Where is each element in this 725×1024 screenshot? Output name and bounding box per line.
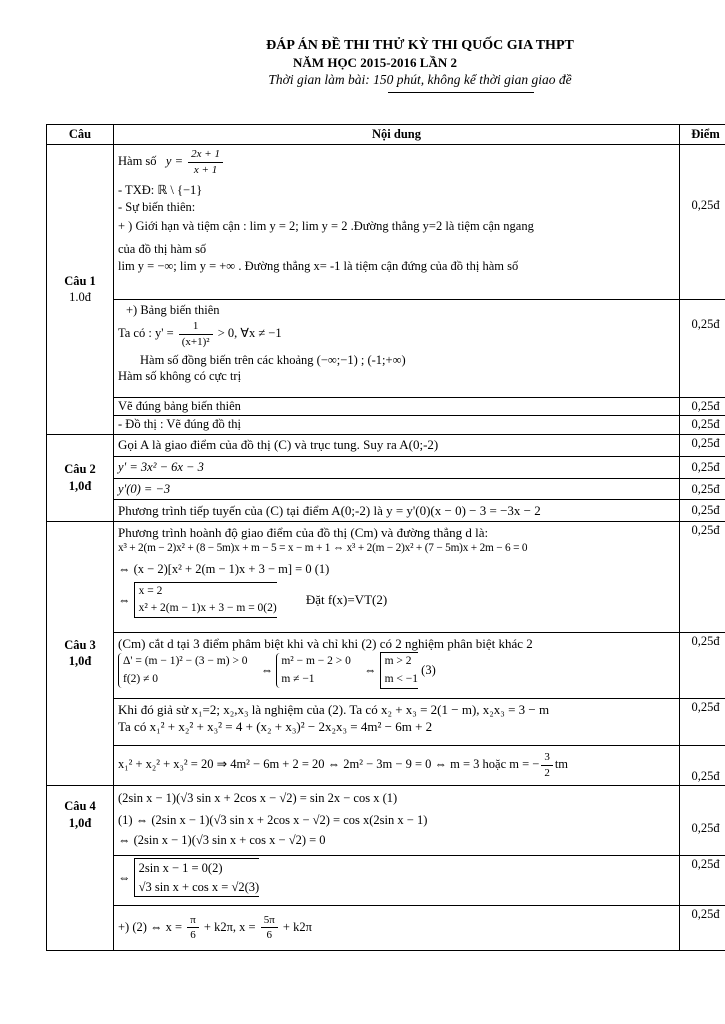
q3-row4-content: [114, 745, 680, 785]
q3-text: Đặt f(x)=VT(2): [305, 592, 388, 608]
q4-text: +) (2) ⇔ x =: [118, 919, 183, 934]
q3-text: x = 2: [138, 584, 163, 597]
q3-r2-points: 0,25đ: [680, 632, 725, 698]
table-row: [47, 415, 725, 434]
q4-frac-num: π: [187, 913, 199, 929]
q4-frac-den: 6: [190, 929, 196, 942]
q3-text: f(2) ≠ 0: [123, 672, 159, 685]
table-row: [47, 698, 725, 745]
answer-table: [46, 124, 725, 951]
q1-frac-num: 2x + 1: [188, 147, 223, 163]
table-row: [47, 905, 725, 950]
q1-text: của đồ thị hàm số: [118, 242, 207, 257]
q3-text: m² − m − 2 > 0: [281, 655, 351, 668]
q3-row1-content: Phương trình hoành độ giao điểm của đồ thị (Cm) và đường thẳng d là: x³ + 2(m − 2)x² + (8 − 5m)x + m − 5 = x − m + 1 ⇔ x³ + 2(m − 2)x² + (7 − 5m)x + 2m − 6 = 0 ⇔ (x − 2)[x² + 2(m − 1)x + 3 − m] = 0 (1) ⇔ x = 2 x² + 2(m − 1)x + 3 − m = 0(2) Đặt f(x)=VT(2): [114, 521, 680, 632]
table-row: [47, 300, 725, 398]
q1-frac-den: x + 1: [193, 163, 218, 176]
q3-r3-points: 0,25đ: [680, 698, 725, 745]
q3-brace-b: [276, 653, 351, 688]
q3-text: x³ + 2(m − 2)x² + (8 − 5m)x + m − 5 = x − m + 1 ⇔ x³ + 2(m − 2)x² + (7 − 5m)x + 2m − 6 = 0: [118, 542, 528, 555]
q4-text: (1) ⇔ (2sin x − 1)(√3 sin x + 2cos x − √2) = cos x(2sin x − 1): [118, 812, 428, 827]
time-note: Thời gian làm bài: 150 phút, không kể thời gian giao đề: [268, 72, 572, 87]
header-underline: [388, 92, 534, 93]
q1-r3-points: 0,25đ: [680, 398, 725, 416]
q3-text: x₁² + x₂² + x₃² = 20 ⇒ 4m² − 6m + 2 = 20 ⇔ 2m² − 3m − 9 = 0 ⇔ m = 3 hoặc m = −: [118, 757, 540, 772]
q1-text: Hàm số không có cực trị: [118, 369, 242, 384]
q4-label: Câu 4: [64, 798, 96, 813]
q3-frac-num: 3: [541, 750, 553, 766]
q3-text: Phương trình hoành độ giao điểm của đồ thị (Cm) và đường thẳng d là:: [118, 524, 489, 540]
q2-r2-points: 0,25đ: [680, 456, 725, 478]
table-row: [47, 434, 725, 456]
q1-label: Câu 1: [64, 273, 96, 288]
q1-row2-content: [114, 300, 680, 398]
table-row: [47, 632, 725, 698]
table-row: [47, 398, 725, 416]
q1-r1-points: 0,25đ: [680, 145, 725, 300]
q1-text: - Sự biến thiên:: [118, 199, 196, 214]
q1-text: lim y = −∞; lim y = +∞ . Đường thẳng x= -1 là tiệm cận đứng của đồ thị hàm số: [118, 259, 519, 274]
q3-score: 1,0đ: [68, 654, 92, 669]
q4-text: ⇔ (2sin x − 1)(√3 sin x + cos x − √2) = 0: [118, 832, 326, 847]
q2-score: 1,0đ: [68, 478, 92, 493]
header-content: Nội dung: [114, 125, 680, 145]
q4-text: 2sin x − 1 = 0(2): [138, 860, 223, 875]
q3-row2-content: (Cm) cắt d tại 3 điểm phâm biệt khi và chỉ khi (2) có 2 nghiệm phân biệt khác 2 Δ' = (m − 1)² − (3 − m) > 0 f(2) ≠ 0 ⇔ m² − m − 2 > 0 m ≠ −1 ⇔ m > 2 m < −1 (3): [114, 632, 680, 698]
table-row: [47, 785, 725, 855]
q3-label: Câu 3: [64, 637, 96, 652]
q3-row3-content: [114, 698, 680, 745]
table-row: [47, 456, 725, 478]
q4-text: + k2π: [282, 919, 312, 934]
q3-text: x² + 2(m − 1)x + 3 − m = 0(2): [138, 601, 277, 614]
q1-text: Ta có : y' =: [118, 326, 174, 341]
q4-score: 1,0đ: [68, 815, 92, 830]
q1-text: > 0, ∀x ≠ −1: [217, 326, 282, 341]
q3-r1-points: 0,25đ: [680, 521, 725, 632]
q4-r3-points: 0,25đ: [680, 905, 725, 950]
header-cau: Câu: [47, 125, 114, 145]
table-row: [47, 499, 725, 521]
q3-r4-points: 0,25đ: [680, 745, 725, 785]
q1-score: 1.0đ: [69, 290, 91, 305]
q3-text: tm: [554, 757, 569, 772]
q3-label-cell: [47, 521, 114, 785]
q3-text: (3): [421, 663, 436, 678]
q1-row4-content: - Đồ thị : Vẽ đúng đồ thị: [114, 415, 680, 434]
q1-text: - TXĐ: ℝ \ {−1}: [118, 182, 203, 197]
q4-r2-points: 0,25đ: [680, 855, 725, 905]
q3-text: m ≠ −1: [281, 672, 315, 685]
q1-text: Hàm số đồng biến trên các khoảng (−∞;−1) ; (-1;+∞): [140, 352, 406, 367]
q1-frac-den: (x+1)²: [181, 335, 210, 348]
q3-frac-den: 2: [544, 766, 550, 779]
q2-label-cell: [47, 434, 114, 521]
q4-row2-content: ⇔ 2sin x − 1 = 0(2) √3 sin x + cos x = √2(3): [114, 855, 680, 905]
q4-text: (2sin x − 1)(√3 sin x + 2cos x − √2) = sin 2x − cos x (1): [118, 790, 398, 805]
table-row: [47, 521, 725, 632]
q1-text: Hàm số: [118, 154, 157, 169]
q3-system-bracket: [134, 582, 277, 619]
q1-r4-points: 0,25đ: [680, 415, 725, 434]
q3-bracket-c: [380, 652, 418, 689]
q3-text: ⇔ (x − 2)[x² + 2(m − 1)x + 3 − m] = 0 (1): [118, 561, 330, 576]
q2-row3-content: y'(0) = −3: [114, 478, 680, 499]
q2-row2-content: y' = 3x² − 6x − 3: [114, 456, 680, 478]
q4-row3-content: [114, 905, 680, 950]
q2-r3-points: 0,25đ: [680, 478, 725, 499]
q4-r1-points: 0,25đ: [680, 785, 725, 855]
q4-bracket: [134, 858, 260, 898]
q1-row3-content: Vẽ đúng bảng biến thiên: [114, 398, 680, 416]
q1-row1-content: Hàm số y = $\frac{2x + 1}{x + 1}$ - TXĐ: ℝ \ {−1} - Sự biến thiên: + ) Giới hạn và tiệm cận : lim y = 2; lim y = 2 .Đường thẳng y=2 là tiệm cận ngang của đồ thị hàm số lim y = −∞; lim y = +∞ . Đường thẳng x= -1 là tiệm cận đứng của đồ thị hàm số: [114, 145, 680, 300]
q3-text: Δ' = (m − 1)² − (3 − m) > 0: [123, 655, 248, 668]
q1-label-cell: [47, 145, 114, 435]
q2-row4-content: Phương trình tiếp tuyến của (C) tại điểm A(0;-2) là y = y'(0)(x − 0) − 3 = −3x − 2: [114, 499, 680, 521]
q3-text: Ta có x₁² + x₂² + x₃² = 4 + (x₂ + x₃)² − 2x₂x₃ = 4m² − 6m + 2: [118, 719, 433, 735]
q2-row1-content: Gọi A là giao điểm của đồ thị (C) và trục tung. Suy ra A(0;-2): [114, 434, 680, 456]
table-row: [47, 745, 725, 785]
q3-text: m > 2: [384, 655, 412, 668]
q1-frac-num: 1: [179, 319, 213, 335]
header-points: Điểm: [680, 125, 725, 145]
table-row: [47, 855, 725, 905]
q1-text: + ) Giới hạn và tiệm cận : lim y = 2; lim y = 2 .Đường thẳng y=2 là tiệm cận ngang: [118, 219, 534, 234]
table-row: [47, 478, 725, 499]
q3-text: (Cm) cắt d tại 3 điểm phâm biệt khi và chỉ khi (2) có 2 nghiệm phân biệt khác 2: [118, 635, 533, 651]
q4-text: + k2π, x =: [203, 919, 256, 934]
table-row: [47, 145, 725, 300]
q1-r2-points: 0,25đ: [680, 300, 725, 398]
q3-text: m < −1: [384, 672, 419, 685]
q3-brace-a: [118, 653, 248, 688]
q4-frac-num: 5π: [261, 913, 278, 929]
doc-title: ĐÁP ÁN ĐỀ THI THỬ KỲ THI QUỐC GIA THPT: [266, 38, 574, 53]
q2-r4-points: 0,25đ: [680, 499, 725, 521]
q4-text: √3 sin x + cos x = √2(3): [138, 879, 260, 894]
q2-label: Câu 2: [64, 462, 96, 476]
q3-text: Khi đó giả sử x₁=2; x₂,x₃ là nghiệm của (2). Ta có x₂ + x₃ = 2(1 − m), x₂x₃ = 3 − m: [118, 701, 550, 717]
doc-subtitle: NĂM HỌC 2015-2016 LẦN 2: [293, 55, 457, 70]
q4-row1-content: [114, 785, 680, 855]
q2-r1-points: 0,25đ: [680, 434, 725, 456]
q4-frac-den: 6: [266, 929, 272, 942]
q4-label-cell: [47, 785, 114, 950]
q1-text: +) Bảng biến thiên: [126, 303, 220, 317]
table-header-row: [47, 125, 725, 145]
